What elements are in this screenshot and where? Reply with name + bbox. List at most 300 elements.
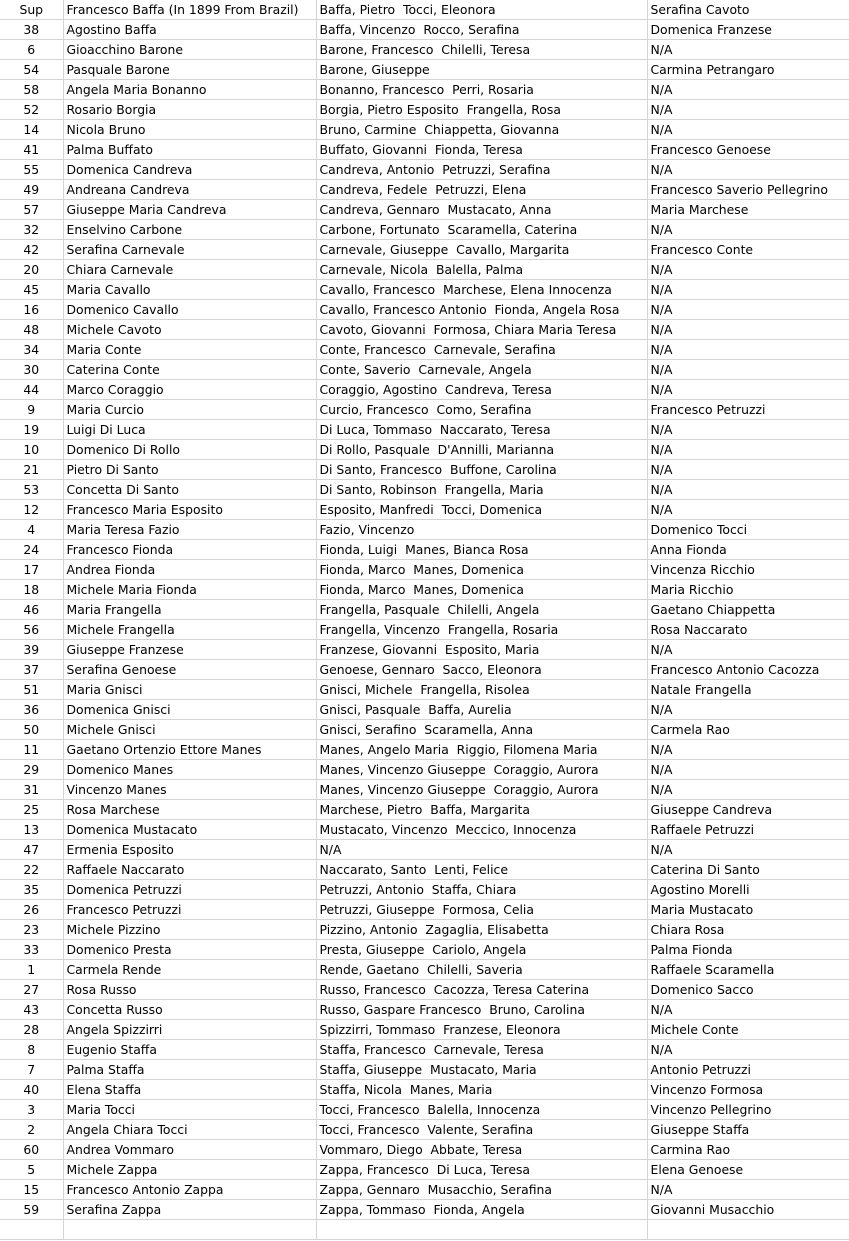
table-row: [0, 700, 849, 720]
table-row: [0, 160, 849, 180]
cell-sup[interactable]: 34: [0, 340, 63, 360]
cell-sup[interactable]: 31: [0, 780, 63, 800]
table-row: [0, 440, 849, 460]
cell-name[interactable]: Carmela Rende: [63, 960, 316, 980]
table-row: [0, 520, 849, 540]
cell-sup[interactable]: 46: [0, 600, 63, 620]
header-row: [0, 0, 849, 20]
cell-parents[interactable]: Coraggio, Agostino Candreva, Teresa: [316, 380, 647, 400]
cell-spouse[interactable]: Giovanni Musacchio: [647, 1200, 849, 1220]
cell-spouse[interactable]: Domenico Sacco: [647, 980, 849, 1000]
cell-sup[interactable]: 22: [0, 860, 63, 880]
cell-parents[interactable]: Candreva, Fedele Petruzzi, Elena: [316, 180, 647, 200]
cell-spouse[interactable]: Michele Conte: [647, 1020, 849, 1040]
cell-name[interactable]: Domenica Gnisci: [63, 700, 316, 720]
empty-cell[interactable]: [316, 1220, 647, 1240]
cell-parents[interactable]: Zappa, Francesco Di Luca, Teresa: [316, 1160, 647, 1180]
cell-name[interactable]: Andreana Candreva: [63, 180, 316, 200]
cell-parents[interactable]: Fionda, Luigi Manes, Bianca Rosa: [316, 540, 647, 560]
cell-parents[interactable]: Candreva, Gennaro Mustacato, Anna: [316, 200, 647, 220]
cell-spouse[interactable]: Palma Fionda: [647, 940, 849, 960]
cell-sup[interactable]: 2: [0, 1120, 63, 1140]
table-row: [0, 680, 849, 700]
table-row: [0, 460, 849, 480]
cell-name[interactable]: Palma Buffato: [63, 140, 316, 160]
cell-name[interactable]: Rosa Marchese: [63, 800, 316, 820]
table-row: [0, 960, 849, 980]
cell-spouse[interactable]: N/A: [647, 640, 849, 660]
cell-sup[interactable]: 20: [0, 260, 63, 280]
cell-spouse[interactable]: Gaetano Chiappetta: [647, 600, 849, 620]
table-row: [0, 120, 849, 140]
cell-spouse[interactable]: N/A: [647, 80, 849, 100]
cell-name[interactable]: Vincenzo Manes: [63, 780, 316, 800]
cell-parents[interactable]: Bruno, Carmine Chiappetta, Giovanna: [316, 120, 647, 140]
cell-parents[interactable]: Di Luca, Tommaso Naccarato, Teresa: [316, 420, 647, 440]
cell-parents[interactable]: Staffa, Giuseppe Mustacato, Maria: [316, 1060, 647, 1080]
cell-name[interactable]: Andrea Fionda: [63, 560, 316, 580]
table-row: [0, 80, 849, 100]
cell-spouse[interactable]: N/A: [647, 160, 849, 180]
table-row: [0, 580, 849, 600]
cell-name[interactable]: Francesco Fionda: [63, 540, 316, 560]
table-row: [0, 40, 849, 60]
cell-name[interactable]: Michele Frangella: [63, 620, 316, 640]
cell-parents[interactable]: Staffa, Francesco Carnevale, Teresa: [316, 1040, 647, 1060]
cell-parents[interactable]: Baffa, Vincenzo Rocco, Serafina: [316, 20, 647, 40]
cell-parents[interactable]: Di Santo, Francesco Buffone, Carolina: [316, 460, 647, 480]
cell-sup[interactable]: 57: [0, 200, 63, 220]
cell-spouse[interactable]: Anna Fionda: [647, 540, 849, 560]
cell-name[interactable]: Palma Staffa: [63, 1060, 316, 1080]
table-row: [0, 200, 849, 220]
cell-parents[interactable]: Di Rollo, Pasquale D'Annilli, Marianna: [316, 440, 647, 460]
cell-name[interactable]: Agostino Baffa: [63, 20, 316, 40]
cell-sup[interactable]: Sup: [0, 0, 63, 20]
table-row: [0, 940, 849, 960]
cell-parents[interactable]: Vommaro, Diego Abbate, Teresa: [316, 1140, 647, 1160]
cell-sup[interactable]: 49: [0, 180, 63, 200]
cell-sup[interactable]: 27: [0, 980, 63, 1000]
table-row: [0, 140, 849, 160]
cell-name[interactable]: Concetta Di Santo: [63, 480, 316, 500]
cell-sup[interactable]: 36: [0, 700, 63, 720]
cell-sup[interactable]: 56: [0, 620, 63, 640]
cell-name[interactable]: Domenica Candreva: [63, 160, 316, 180]
cell-spouse[interactable]: Vincenza Ricchio: [647, 560, 849, 580]
cell-sup[interactable]: 16: [0, 300, 63, 320]
cell-sup[interactable]: 51: [0, 680, 63, 700]
cell-name[interactable]: Serafina Zappa: [63, 1200, 316, 1220]
cell-spouse[interactable]: N/A: [647, 740, 849, 760]
cell-sup[interactable]: 41: [0, 140, 63, 160]
cell-parents[interactable]: Frangella, Pasquale Chilelli, Angela: [316, 600, 647, 620]
cell-parents[interactable]: Mustacato, Vincenzo Meccico, Innocenza: [316, 820, 647, 840]
cell-parents[interactable]: Carnevale, Nicola Balella, Palma: [316, 260, 647, 280]
cell-name[interactable]: Andrea Vommaro: [63, 1140, 316, 1160]
cell-parents[interactable]: Tocci, Francesco Balella, Innocenza: [316, 1100, 647, 1120]
cell-sup[interactable]: 47: [0, 840, 63, 860]
cell-sup[interactable]: 37: [0, 660, 63, 680]
table-row: [0, 20, 849, 40]
empty-cell[interactable]: [63, 1220, 316, 1240]
cell-sup[interactable]: 48: [0, 320, 63, 340]
cell-spouse[interactable]: Giuseppe Staffa: [647, 1120, 849, 1140]
table-row: [0, 840, 849, 860]
cell-spouse[interactable]: Serafina Cavoto: [647, 0, 849, 20]
cell-sup[interactable]: 26: [0, 900, 63, 920]
cell-name[interactable]: Marco Coraggio: [63, 380, 316, 400]
cell-parents[interactable]: Presta, Giuseppe Cariolo, Angela: [316, 940, 647, 960]
cell-name[interactable]: Rosa Russo: [63, 980, 316, 1000]
cell-name[interactable]: Maria Frangella: [63, 600, 316, 620]
table-row: [0, 60, 849, 80]
cell-sup[interactable]: 9: [0, 400, 63, 420]
cell-spouse[interactable]: N/A: [647, 480, 849, 500]
cell-parents[interactable]: Barone, Francesco Chilelli, Teresa: [316, 40, 647, 60]
table-row: [0, 540, 849, 560]
cell-spouse[interactable]: N/A: [647, 1040, 849, 1060]
cell-sup[interactable]: 28: [0, 1020, 63, 1040]
table-row: [0, 1140, 849, 1160]
cell-sup[interactable]: 5: [0, 1160, 63, 1180]
table-row: [0, 780, 849, 800]
cell-spouse[interactable]: N/A: [647, 460, 849, 480]
table-row: [0, 640, 849, 660]
cell-sup[interactable]: 39: [0, 640, 63, 660]
cell-sup[interactable]: 32: [0, 220, 63, 240]
table-row: [0, 740, 849, 760]
table-row: [0, 360, 849, 380]
cell-spouse[interactable]: Antonio Petruzzi: [647, 1060, 849, 1080]
empty-cell[interactable]: [647, 1220, 849, 1240]
cell-sup[interactable]: 1: [0, 960, 63, 980]
cell-spouse[interactable]: N/A: [647, 260, 849, 280]
cell-spouse[interactable]: Caterina Di Santo: [647, 860, 849, 880]
cell-parents[interactable]: Fionda, Marco Manes, Domenica: [316, 560, 647, 580]
cell-name[interactable]: Maria Conte: [63, 340, 316, 360]
cell-parents[interactable]: Curcio, Francesco Como, Serafina: [316, 400, 647, 420]
cell-name[interactable]: Maria Tocci: [63, 1100, 316, 1120]
table-row: [0, 180, 849, 200]
cell-name[interactable]: Michele Maria Fionda: [63, 580, 316, 600]
cell-name[interactable]: Francesco Antonio Zappa: [63, 1180, 316, 1200]
table-row: [0, 860, 849, 880]
cell-spouse[interactable]: N/A: [647, 760, 849, 780]
cell-parents[interactable]: Tocci, Francesco Valente, Serafina: [316, 1120, 647, 1140]
table-row: [0, 600, 849, 620]
cell-parents[interactable]: Carbone, Fortunato Scaramella, Caterina: [316, 220, 647, 240]
table-row: [0, 320, 849, 340]
cell-parents[interactable]: Di Santo, Robinson Frangella, Maria: [316, 480, 647, 500]
cell-name[interactable]: Angela Chiara Tocci: [63, 1120, 316, 1140]
cell-parents[interactable]: Marchese, Pietro Baffa, Margarita: [316, 800, 647, 820]
cell-name[interactable]: Domenica Petruzzi: [63, 880, 316, 900]
cell-name[interactable]: Maria Gnisci: [63, 680, 316, 700]
cell-spouse[interactable]: Chiara Rosa: [647, 920, 849, 940]
cell-spouse[interactable]: N/A: [647, 360, 849, 380]
table-row: [0, 880, 849, 900]
cell-sup[interactable]: 21: [0, 460, 63, 480]
cell-sup[interactable]: 17: [0, 560, 63, 580]
table-row: [0, 500, 849, 520]
cell-parents[interactable]: Rende, Gaetano Chilelli, Saveria: [316, 960, 647, 980]
cell-name[interactable]: Serafina Genoese: [63, 660, 316, 680]
cell-sup[interactable]: 7: [0, 1060, 63, 1080]
cell-parents[interactable]: Manes, Angelo Maria Riggio, Filomena Maria: [316, 740, 647, 760]
cell-sup[interactable]: 53: [0, 480, 63, 500]
cell-spouse[interactable]: Maria Marchese: [647, 200, 849, 220]
cell-sup[interactable]: 50: [0, 720, 63, 740]
cell-spouse[interactable]: N/A: [647, 440, 849, 460]
cell-parents[interactable]: Pizzino, Antonio Zagaglia, Elisabetta: [316, 920, 647, 940]
cell-sup[interactable]: 33: [0, 940, 63, 960]
cell-sup[interactable]: 40: [0, 1080, 63, 1100]
cell-spouse[interactable]: N/A: [647, 420, 849, 440]
cell-sup[interactable]: 10: [0, 440, 63, 460]
table-row: [0, 1200, 849, 1220]
cell-name[interactable]: Domenico Presta: [63, 940, 316, 960]
cell-name[interactable]: Enselvino Carbone: [63, 220, 316, 240]
cell-parents[interactable]: Baffa, Pietro Tocci, Eleonora: [316, 0, 647, 20]
cell-sup[interactable]: 14: [0, 120, 63, 140]
table-row: [0, 1000, 849, 1020]
cell-sup[interactable]: 3: [0, 1100, 63, 1120]
cell-sup[interactable]: 52: [0, 100, 63, 120]
cell-sup[interactable]: 19: [0, 420, 63, 440]
cell-spouse[interactable]: N/A: [647, 840, 849, 860]
cell-spouse[interactable]: Raffaele Scaramella: [647, 960, 849, 980]
cell-name[interactable]: Maria Teresa Fazio: [63, 520, 316, 540]
table-row: [0, 660, 849, 680]
cell-parents[interactable]: Zappa, Tommaso Fionda, Angela: [316, 1200, 647, 1220]
cell-name[interactable]: Eugenio Staffa: [63, 1040, 316, 1060]
cell-parents[interactable]: Cavallo, Francesco Antonio Fionda, Angela Rosa: [316, 300, 647, 320]
cell-spouse[interactable]: N/A: [647, 1000, 849, 1020]
cell-sup[interactable]: 24: [0, 540, 63, 560]
cell-spouse[interactable]: N/A: [647, 100, 849, 120]
cell-spouse[interactable]: Francesco Antonio Cacozza: [647, 660, 849, 680]
table-row: [0, 620, 849, 640]
cell-sup[interactable]: 29: [0, 760, 63, 780]
cell-parents[interactable]: Gnisci, Pasquale Baffa, Aurelia: [316, 700, 647, 720]
table-row: [0, 1100, 849, 1120]
cell-name[interactable]: Francesco Petruzzi: [63, 900, 316, 920]
cell-spouse[interactable]: Francesco Conte: [647, 240, 849, 260]
cell-parents[interactable]: Manes, Vincenzo Giuseppe Coraggio, Aurora: [316, 760, 647, 780]
cell-parents[interactable]: Gnisci, Michele Frangella, Risolea: [316, 680, 647, 700]
cell-parents[interactable]: Fionda, Marco Manes, Domenica: [316, 580, 647, 600]
table-row: [0, 1180, 849, 1200]
cell-parents[interactable]: Fazio, Vincenzo: [316, 520, 647, 540]
cell-spouse[interactable]: Vincenzo Formosa: [647, 1080, 849, 1100]
cell-name[interactable]: Pietro Di Santo: [63, 460, 316, 480]
cell-sup[interactable]: 8: [0, 1040, 63, 1060]
cell-sup[interactable]: 18: [0, 580, 63, 600]
cell-spouse[interactable]: Carmina Rao: [647, 1140, 849, 1160]
cell-name[interactable]: Angela Spizzirri: [63, 1020, 316, 1040]
cell-spouse[interactable]: N/A: [647, 340, 849, 360]
cell-name[interactable]: Luigi Di Luca: [63, 420, 316, 440]
table-row: [0, 1080, 849, 1100]
cell-parents[interactable]: Russo, Gaspare Francesco Bruno, Carolina: [316, 1000, 647, 1020]
cell-name[interactable]: Maria Cavallo: [63, 280, 316, 300]
table-row: [0, 220, 849, 240]
cell-spouse[interactable]: Vincenzo Pellegrino: [647, 1100, 849, 1120]
cell-spouse[interactable]: N/A: [647, 300, 849, 320]
cell-name[interactable]: Giuseppe Maria Candreva: [63, 200, 316, 220]
cell-sup[interactable]: 59: [0, 1200, 63, 1220]
cell-name[interactable]: Domenica Mustacato: [63, 820, 316, 840]
cell-spouse[interactable]: Maria Mustacato: [647, 900, 849, 920]
cell-sup[interactable]: 25: [0, 800, 63, 820]
cell-name[interactable]: Rosario Borgia: [63, 100, 316, 120]
cell-spouse[interactable]: N/A: [647, 1180, 849, 1200]
cell-name[interactable]: Maria Curcio: [63, 400, 316, 420]
cell-spouse[interactable]: Domenico Tocci: [647, 520, 849, 540]
cell-parents[interactable]: Carnevale, Giuseppe Cavallo, Margarita: [316, 240, 647, 260]
cell-spouse[interactable]: Maria Ricchio: [647, 580, 849, 600]
cell-parents[interactable]: Spizzirri, Tommaso Franzese, Eleonora: [316, 1020, 647, 1040]
cell-parents[interactable]: Barone, Giuseppe: [316, 60, 647, 80]
cell-spouse[interactable]: Elena Genoese: [647, 1160, 849, 1180]
cell-name[interactable]: Francesco Baffa (In 1899 From Brazil): [63, 0, 316, 20]
table-row: [0, 340, 849, 360]
cell-sup[interactable]: 4: [0, 520, 63, 540]
table-row: [0, 900, 849, 920]
cell-parents[interactable]: Manes, Vincenzo Giuseppe Coraggio, Aurora: [316, 780, 647, 800]
table-row: [0, 560, 849, 580]
table-row: [0, 280, 849, 300]
cell-parents[interactable]: Gnisci, Serafino Scaramella, Anna: [316, 720, 647, 740]
cell-name[interactable]: Elena Staffa: [63, 1080, 316, 1100]
cell-sup[interactable]: 6: [0, 40, 63, 60]
cell-spouse[interactable]: Raffaele Petruzzi: [647, 820, 849, 840]
cell-sup[interactable]: 42: [0, 240, 63, 260]
cell-sup[interactable]: 35: [0, 880, 63, 900]
cell-name[interactable]: Giuseppe Franzese: [63, 640, 316, 660]
cell-spouse[interactable]: Francesco Petruzzi: [647, 400, 849, 420]
cell-name[interactable]: Francesco Maria Esposito: [63, 500, 316, 520]
cell-spouse[interactable]: Carmina Petrangaro: [647, 60, 849, 80]
table-row: [0, 1160, 849, 1180]
cell-spouse[interactable]: N/A: [647, 40, 849, 60]
empty-cell[interactable]: [0, 1220, 63, 1240]
cell-sup[interactable]: 60: [0, 1140, 63, 1160]
table-row: [0, 380, 849, 400]
cell-sup[interactable]: 11: [0, 740, 63, 760]
cell-spouse[interactable]: Francesco Saverio Pellegrino: [647, 180, 849, 200]
cell-name[interactable]: Domenico Manes: [63, 760, 316, 780]
cell-name[interactable]: Michele Zappa: [63, 1160, 316, 1180]
cell-sup[interactable]: 58: [0, 80, 63, 100]
cell-sup[interactable]: 23: [0, 920, 63, 940]
cell-name[interactable]: Serafina Carnevale: [63, 240, 316, 260]
table-row: [0, 1120, 849, 1140]
cell-spouse[interactable]: Domenica Franzese: [647, 20, 849, 40]
cell-parents[interactable]: Petruzzi, Giuseppe Formosa, Celia: [316, 900, 647, 920]
cell-name[interactable]: Michele Cavoto: [63, 320, 316, 340]
cell-spouse[interactable]: N/A: [647, 500, 849, 520]
cell-name[interactable]: Nicola Bruno: [63, 120, 316, 140]
cell-spouse[interactable]: Carmela Rao: [647, 720, 849, 740]
cell-parents[interactable]: Genoese, Gennaro Sacco, Eleonora: [316, 660, 647, 680]
cell-spouse[interactable]: N/A: [647, 780, 849, 800]
cell-parents[interactable]: Cavoto, Giovanni Formosa, Chiara Maria Teresa: [316, 320, 647, 340]
cell-parents[interactable]: Candreva, Antonio Petruzzi, Serafina: [316, 160, 647, 180]
cell-spouse[interactable]: Agostino Morelli: [647, 880, 849, 900]
empty-row: [0, 1220, 849, 1240]
cell-parents[interactable]: Naccarato, Santo Lenti, Felice: [316, 860, 647, 880]
table-row: [0, 240, 849, 260]
cell-spouse[interactable]: Francesco Genoese: [647, 140, 849, 160]
cell-parents[interactable]: Esposito, Manfredi Tocci, Domenica: [316, 500, 647, 520]
table-row: [0, 1020, 849, 1040]
cell-parents[interactable]: Franzese, Giovanni Esposito, Maria: [316, 640, 647, 660]
cell-name[interactable]: Michele Gnisci: [63, 720, 316, 740]
cell-sup[interactable]: 15: [0, 1180, 63, 1200]
cell-sup[interactable]: 30: [0, 360, 63, 380]
cell-sup[interactable]: 12: [0, 500, 63, 520]
cell-name[interactable]: Domenico Cavallo: [63, 300, 316, 320]
cell-spouse[interactable]: N/A: [647, 380, 849, 400]
cell-parents[interactable]: N/A: [316, 840, 647, 860]
cell-spouse[interactable]: N/A: [647, 120, 849, 140]
cell-spouse[interactable]: Giuseppe Candreva: [647, 800, 849, 820]
cell-sup[interactable]: 55: [0, 160, 63, 180]
cell-sup[interactable]: 38: [0, 20, 63, 40]
cell-sup[interactable]: 44: [0, 380, 63, 400]
cell-name[interactable]: Gioacchino Barone: [63, 40, 316, 60]
cell-name[interactable]: Domenico Di Rollo: [63, 440, 316, 460]
cell-sup[interactable]: 45: [0, 280, 63, 300]
cell-name[interactable]: Chiara Carnevale: [63, 260, 316, 280]
cell-spouse[interactable]: N/A: [647, 220, 849, 240]
cell-name[interactable]: Concetta Russo: [63, 1000, 316, 1020]
table-row: [0, 720, 849, 740]
cell-parents[interactable]: Petruzzi, Antonio Staffa, Chiara: [316, 880, 647, 900]
cell-spouse[interactable]: Rosa Naccarato: [647, 620, 849, 640]
cell-spouse[interactable]: N/A: [647, 280, 849, 300]
table-row: [0, 760, 849, 780]
cell-sup[interactable]: 54: [0, 60, 63, 80]
cell-name[interactable]: Caterina Conte: [63, 360, 316, 380]
cell-name[interactable]: Raffaele Naccarato: [63, 860, 316, 880]
cell-name[interactable]: Ermenia Esposito: [63, 840, 316, 860]
cell-parents[interactable]: Russo, Francesco Cacozza, Teresa Caterina: [316, 980, 647, 1000]
cell-parents[interactable]: Conte, Saverio Carnevale, Angela: [316, 360, 647, 380]
cell-parents[interactable]: Conte, Francesco Carnevale, Serafina: [316, 340, 647, 360]
cell-parents[interactable]: Bonanno, Francesco Perri, Rosaria: [316, 80, 647, 100]
cell-spouse[interactable]: Natale Frangella: [647, 680, 849, 700]
cell-parents[interactable]: Buffato, Giovanni Fionda, Teresa: [316, 140, 647, 160]
cell-parents[interactable]: Zappa, Gennaro Musacchio, Serafina: [316, 1180, 647, 1200]
cell-name[interactable]: Pasquale Barone: [63, 60, 316, 80]
cell-name[interactable]: Angela Maria Bonanno: [63, 80, 316, 100]
cell-name[interactable]: Michele Pizzino: [63, 920, 316, 940]
table-row: [0, 980, 849, 1000]
cell-name[interactable]: Gaetano Ortenzio Ettore Manes: [63, 740, 316, 760]
cell-sup[interactable]: 13: [0, 820, 63, 840]
cell-spouse[interactable]: N/A: [647, 320, 849, 340]
cell-parents[interactable]: Cavallo, Francesco Marchese, Elena Innocenza: [316, 280, 647, 300]
cell-sup[interactable]: 43: [0, 1000, 63, 1020]
cell-parents[interactable]: Borgia, Pietro Esposito Frangella, Rosa: [316, 100, 647, 120]
cell-parents[interactable]: Frangella, Vincenzo Frangella, Rosaria: [316, 620, 647, 640]
cell-parents[interactable]: Staffa, Nicola Manes, Maria: [316, 1080, 647, 1100]
table-row: [0, 1040, 849, 1060]
cell-spouse[interactable]: N/A: [647, 700, 849, 720]
